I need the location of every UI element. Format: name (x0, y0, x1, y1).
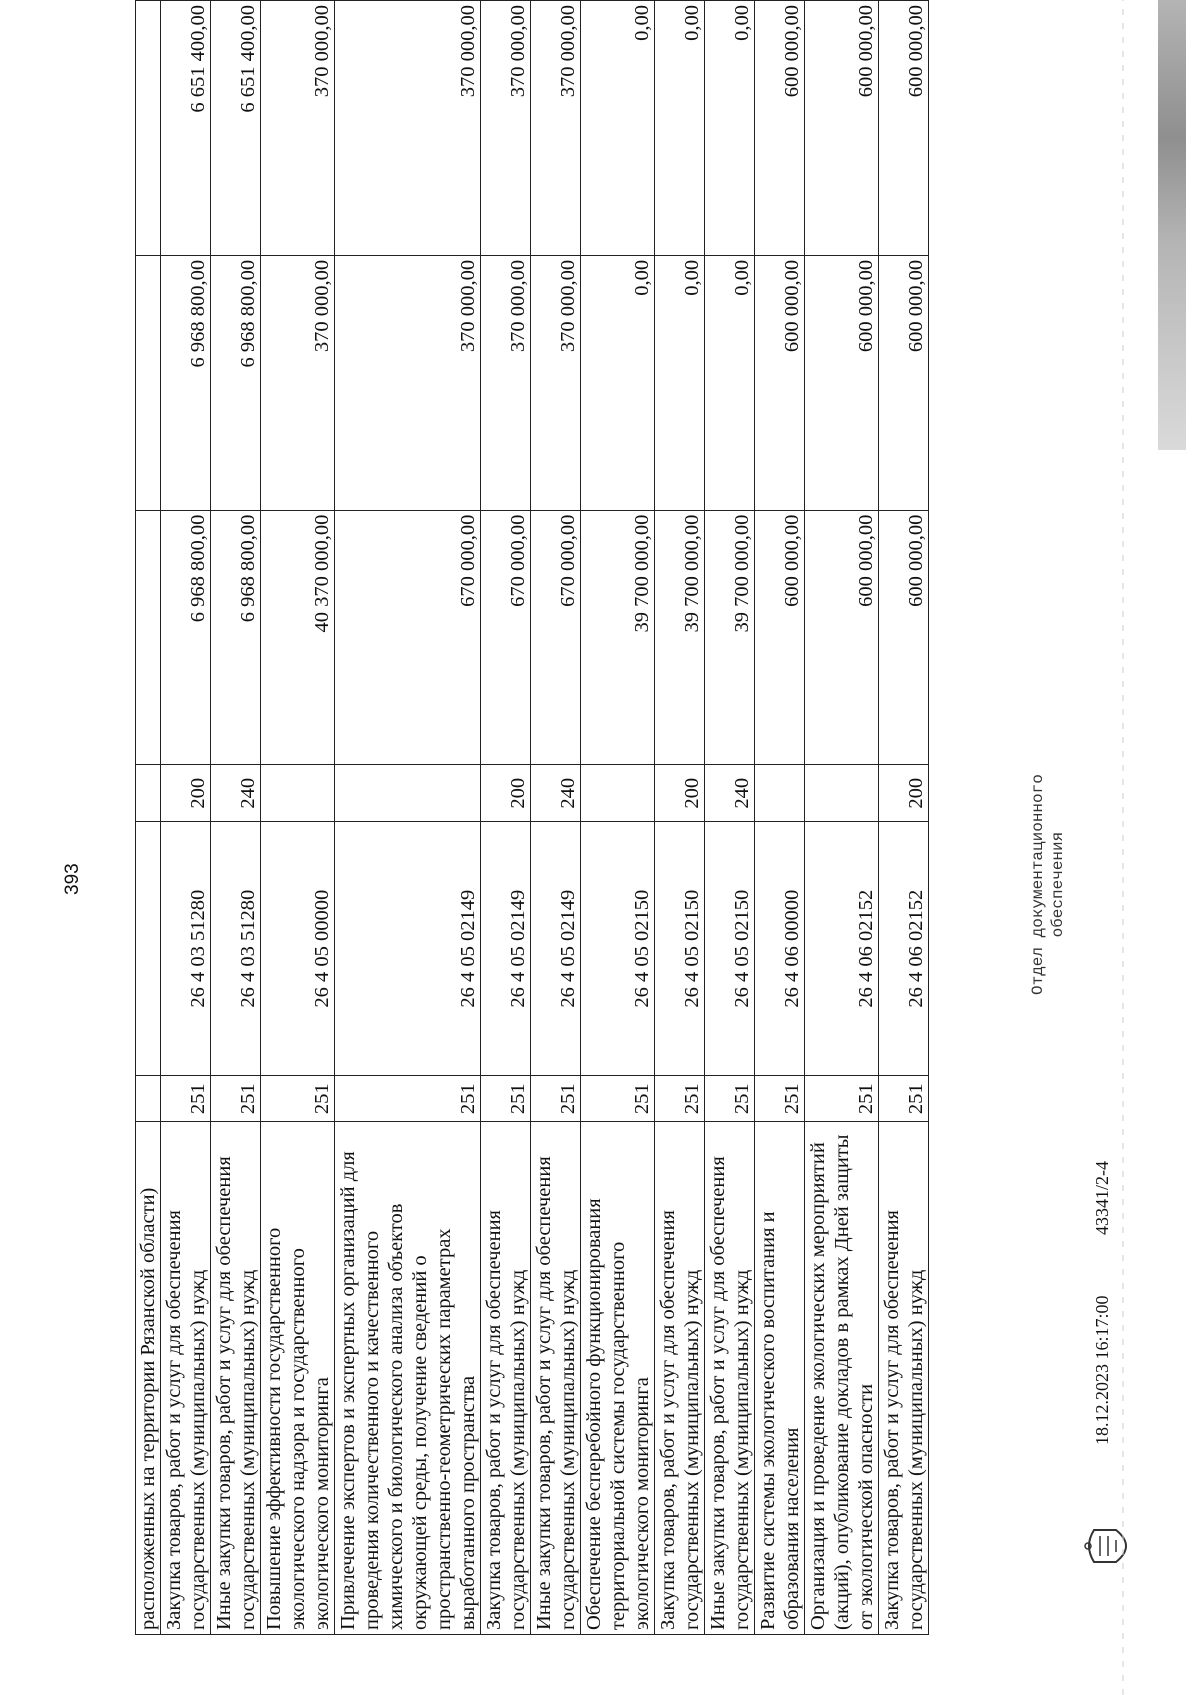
stamp-line-2: обеспечения (1049, 831, 1067, 938)
cell-sum-2024: 670 000,00 (481, 510, 531, 765)
cell-vr: 240 (705, 765, 755, 822)
cell-csr: 26 4 05 02150 (705, 822, 755, 1076)
cell-sum-2025: 0,00 (705, 255, 755, 510)
cell-sum-2026: 600 000,00 (879, 1, 929, 256)
cell-name: Развитие системы экологического воспитания и образования населения (755, 1121, 805, 1634)
table-row (211, 1, 261, 1635)
continuation-cell: расположенных на территории Рязанской области) (136, 1121, 161, 1634)
cell-vr: 200 (879, 765, 929, 822)
cell-sum-2024: 670 000,00 (335, 510, 481, 765)
cell-vr (755, 765, 805, 822)
cell-csr: 26 4 05 02149 (531, 822, 581, 1076)
cell-vr (261, 765, 335, 822)
cell-code: 251 (879, 1076, 929, 1122)
cell-sum-2024: 40 370 000,00 (261, 510, 335, 765)
footer-date: 18.12.2023 16:17:00 (1092, 1295, 1112, 1445)
cell-name: Организация и проведение экологических мероприятий (акций), опубликование докладов в рамках Дней защиты от экологической опасности (805, 1121, 879, 1634)
cell-code: 251 (655, 1076, 705, 1122)
cell-sum-2025: 6 968 800,00 (161, 255, 211, 510)
stamp-line-1: Отдел документационного (1029, 774, 1047, 995)
cell-sum-2024: 600 000,00 (805, 510, 879, 765)
cell-vr (335, 765, 481, 822)
cell-code: 251 (335, 1076, 481, 1122)
cell-csr: 26 4 03 51280 (211, 822, 261, 1076)
cell-name: Привлечение экспертов и экспертных организаций для проведения количественного и качественного химического и биологического анализа объектов окружающей среды, получение сведений о пространственно-геометрических параметрах выработанного пространства (335, 1121, 481, 1634)
stamp (1028, 774, 1068, 995)
cell-csr: 26 4 06 00000 (755, 822, 805, 1076)
cell-sum-2024: 600 000,00 (879, 510, 929, 765)
cell-sum-2025: 370 000,00 (481, 255, 531, 510)
cell-sum-2024: 39 700 000,00 (705, 510, 755, 765)
table-row (879, 1, 929, 1635)
cell-sum-2025: 600 000,00 (805, 255, 879, 510)
cell-name: Иные закупки товаров, работ и услуг для обеспечения государственных (муниципальных) нужд (705, 1121, 755, 1634)
cell-sum-2025: 370 000,00 (531, 255, 581, 510)
cell-vr: 200 (161, 765, 211, 822)
cell-code: 251 (481, 1076, 531, 1122)
cell-sum-2025: 0,00 (655, 255, 705, 510)
table-row (261, 1, 335, 1635)
cell-sum-2026: 600 000,00 (805, 1, 879, 256)
cell-code: 251 (805, 1076, 879, 1122)
cell-code: 251 (581, 1076, 655, 1122)
table-row (531, 1, 581, 1635)
cell-sum-2025: 600 000,00 (755, 255, 805, 510)
cell-name: Повышение эффективности государственного экологического надзора и государственного экологического мониторинга (261, 1121, 335, 1634)
cell-sum-2025: 370 000,00 (261, 255, 335, 510)
footer-doc-number: 43341/2-4 (1092, 1161, 1112, 1235)
cell-sum-2024: 39 700 000,00 (655, 510, 705, 765)
cell-sum-2024: 39 700 000,00 (581, 510, 655, 765)
cell-code: 251 (705, 1076, 755, 1122)
table-row (481, 1, 531, 1635)
cell-vr: 200 (481, 765, 531, 822)
coat-of-arms-icon (1080, 1522, 1140, 1570)
cell-sum-2025: 0,00 (581, 255, 655, 510)
cell-sum-2024: 670 000,00 (531, 510, 581, 765)
cell-name: Закупка товаров, работ и услуг для обеспечения государственных (муниципальных) нужд (655, 1121, 705, 1634)
cell-name: Закупка товаров, работ и услуг для обеспечения государственных (муниципальных) нужд (161, 1121, 211, 1634)
cell-sum-2026: 370 000,00 (261, 1, 335, 256)
cell-code: 251 (211, 1076, 261, 1122)
cell-csr: 26 4 03 51280 (161, 822, 211, 1076)
cell-sum-2026: 370 000,00 (335, 1, 481, 256)
table-row (805, 1, 879, 1635)
cell-name: Обеспечение бесперебойного функционирования территориальной системы государственного экологического мониторинга (581, 1121, 655, 1634)
cell-name: Закупка товаров, работ и услуг для обеспечения государственных (муниципальных) нужд (879, 1121, 929, 1634)
page-number: 393 (62, 863, 83, 895)
cell-sum-2026: 0,00 (655, 1, 705, 256)
cell-csr: 26 4 06 02152 (879, 822, 929, 1076)
cell-name: Иные закупки товаров, работ и услуг для обеспечения государственных (муниципальных) нужд (211, 1121, 261, 1634)
cell-csr: 26 4 05 02150 (581, 822, 655, 1076)
table-row (335, 1, 481, 1635)
cell-csr: 26 4 05 02149 (481, 822, 531, 1076)
cell-sum-2026: 6 651 400,00 (161, 1, 211, 256)
cell-vr: 200 (655, 765, 705, 822)
cell-vr: 240 (531, 765, 581, 822)
budget-table (135, 0, 929, 1635)
scan-artifact-line (1122, 0, 1124, 1695)
cell-sum-2024: 600 000,00 (755, 510, 805, 765)
cell-vr (805, 765, 879, 822)
cell-code: 251 (531, 1076, 581, 1122)
cell-sum-2026: 370 000,00 (531, 1, 581, 256)
cell-name: Закупка товаров, работ и услуг для обеспечения государственных (муниципальных) нужд (481, 1121, 531, 1634)
cell-sum-2026: 600 000,00 (755, 1, 805, 256)
cell-name: Иные закупки товаров, работ и услуг для обеспечения государственных (муниципальных) нужд (531, 1121, 581, 1634)
cell-sum-2025: 6 968 800,00 (211, 255, 261, 510)
cell-sum-2026: 0,00 (581, 1, 655, 256)
cell-sum-2024: 6 968 800,00 (211, 510, 261, 765)
table-row (581, 1, 655, 1635)
table-row-continuation (136, 1, 161, 1635)
cell-sum-2026: 6 651 400,00 (211, 1, 261, 256)
scan-artifact-strip (1158, 0, 1186, 450)
cell-sum-2025: 600 000,00 (879, 255, 929, 510)
cell-sum-2025: 370 000,00 (335, 255, 481, 510)
cell-code: 251 (161, 1076, 211, 1122)
table-row (705, 1, 755, 1635)
cell-code: 251 (261, 1076, 335, 1122)
cell-vr (581, 765, 655, 822)
cell-csr: 26 4 05 02150 (655, 822, 705, 1076)
cell-sum-2026: 0,00 (705, 1, 755, 256)
cell-sum-2024: 6 968 800,00 (161, 510, 211, 765)
cell-code: 251 (755, 1076, 805, 1122)
cell-csr: 26 4 05 00000 (261, 822, 335, 1076)
cell-csr: 26 4 05 02149 (335, 822, 481, 1076)
cell-vr: 240 (211, 765, 261, 822)
table-row (755, 1, 805, 1635)
cell-csr: 26 4 06 02152 (805, 822, 879, 1076)
table-row (655, 1, 705, 1635)
cell-sum-2026: 370 000,00 (481, 1, 531, 256)
table-row (161, 1, 211, 1635)
